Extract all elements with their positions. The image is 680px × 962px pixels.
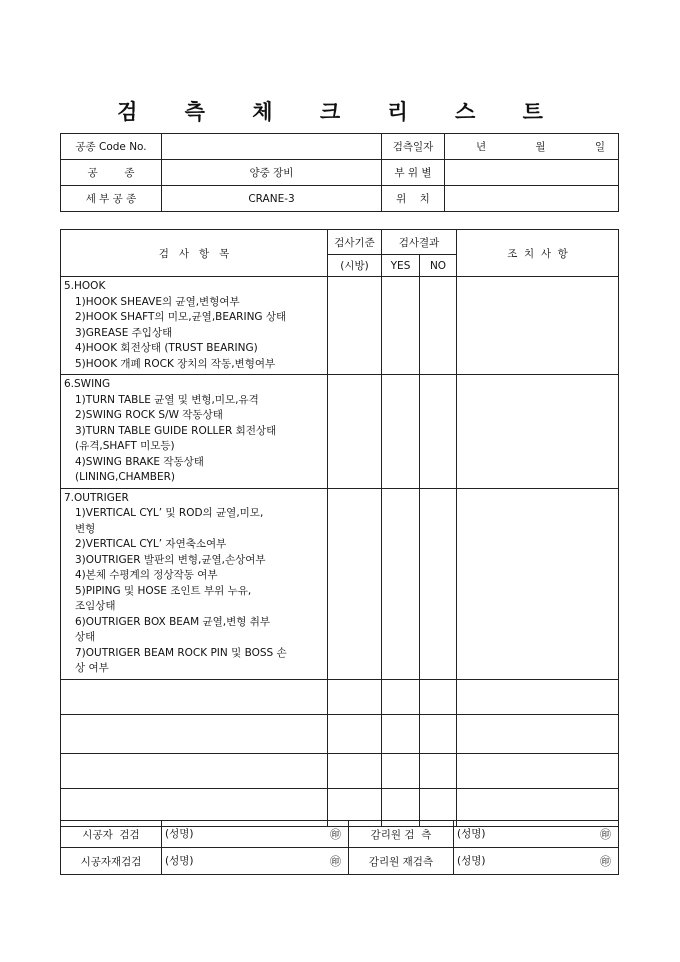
table-row: [61, 714, 619, 753]
list-item: 2)HOOK SHAFT의 미모,균열,BEARING 상태: [75, 311, 287, 323]
action-cell[interactable]: [457, 679, 619, 714]
list-item: 3)TURN TABLE GUIDE ROLLER 회전상태: [75, 424, 277, 437]
list-item: 4)HOOK 회전상태 (TRUST BEARING): [75, 342, 258, 354]
list-item: 상태: [75, 631, 96, 643]
no-cell[interactable]: [420, 277, 457, 375]
yes-cell[interactable]: [382, 714, 420, 753]
section-title: 7.OUTRIGER: [64, 491, 129, 504]
standard-cell[interactable]: [328, 375, 382, 489]
yes-cell[interactable]: [382, 753, 420, 788]
trade-field[interactable]: 양중 장비: [162, 160, 382, 186]
item-cell[interactable]: [61, 753, 328, 788]
subtrade-label: 세 부 공 종: [61, 186, 162, 212]
yes-cell[interactable]: [382, 277, 420, 375]
col-no-header: NO: [420, 255, 457, 277]
no-cell[interactable]: [420, 488, 457, 679]
section-title: 5.HOOK: [64, 280, 106, 292]
table-row: [61, 753, 619, 788]
code-field[interactable]: [162, 134, 382, 160]
location-label: 위 치: [382, 186, 445, 212]
col-standard-header: 검사기준: [328, 230, 382, 255]
standard-cell[interactable]: [328, 277, 382, 375]
list-item: 1)VERTICAL CYL’ 및 ROD의 균열,미모,: [75, 507, 264, 519]
supervisor-re-label: 감리원 재검측: [349, 848, 454, 875]
list-item: 3)GREASE 주입상태: [75, 326, 173, 339]
date-field[interactable]: [445, 134, 619, 160]
action-cell[interactable]: [457, 277, 619, 375]
seal-icon: ㊞: [600, 855, 611, 868]
col-item-header: 검 사 항 목: [61, 230, 328, 277]
list-item: 5)HOOK 개폐 ROCK 장치의 작동,변형여부: [75, 357, 276, 370]
date-day-label: 일: [594, 141, 605, 153]
list-item: 상 여부: [75, 662, 109, 674]
supervisor-signature-field[interactable]: [454, 821, 619, 848]
supervisor-re-signature-field[interactable]: [454, 848, 619, 875]
list-item: 7)OUTRIGER BEAM ROCK PIN 및 BOSS 손: [75, 646, 287, 659]
seal-icon: ㊞: [330, 828, 341, 841]
list-item: 2)VERTICAL CYL’ 자연축소여부: [75, 538, 227, 550]
contractor-re-signature-field[interactable]: [162, 848, 349, 875]
no-cell[interactable]: [420, 375, 457, 489]
action-cell[interactable]: [457, 714, 619, 753]
list-item: 조임상태: [75, 600, 116, 612]
contractor-label: 시공자 검검: [61, 821, 162, 848]
table-row: [61, 488, 619, 679]
col-standard-sub: (시방): [328, 255, 382, 277]
no-cell[interactable]: [420, 714, 457, 753]
action-cell[interactable]: [457, 488, 619, 679]
list-item: (LINING,CHAMBER): [75, 471, 176, 483]
date-year-label: 년: [476, 141, 487, 153]
col-action-header: 조 치 사 항: [457, 230, 619, 277]
name-placeholder: (성명): [165, 828, 194, 840]
table-row: [61, 277, 619, 375]
location-field[interactable]: [445, 186, 619, 212]
list-item: 6)OUTRIGER BOX BEAM 균열,변형 취부: [75, 615, 271, 628]
trade-label: 공 종: [61, 160, 162, 186]
section-hook: [61, 277, 328, 375]
code-label: 공종 Code No.: [61, 134, 162, 160]
name-placeholder: (성명): [457, 855, 486, 867]
no-cell[interactable]: [420, 679, 457, 714]
signature-table: [60, 820, 619, 875]
section-title: 6.SWING: [64, 378, 111, 390]
name-placeholder: (성명): [457, 828, 486, 840]
action-cell[interactable]: [457, 753, 619, 788]
action-cell[interactable]: [457, 375, 619, 489]
standard-cell[interactable]: [328, 679, 382, 714]
no-cell[interactable]: [420, 753, 457, 788]
subtrade-field[interactable]: CRANE-3: [162, 186, 382, 212]
part-field[interactable]: [445, 160, 619, 186]
part-label: 부 위 별: [382, 160, 445, 186]
standard-cell[interactable]: [328, 753, 382, 788]
contractor-re-label: 시공자재검검: [61, 848, 162, 875]
item-cell[interactable]: [61, 679, 328, 714]
col-result-header: 검사결과: [382, 230, 457, 255]
date-month-label: 월: [535, 141, 546, 153]
item-cell[interactable]: [61, 714, 328, 753]
inspection-table: [60, 229, 619, 827]
name-placeholder: (성명): [165, 855, 194, 867]
yes-cell[interactable]: [382, 488, 420, 679]
list-item: 4)본체 수평계의 정상작동 여부: [75, 569, 218, 581]
header-table: [60, 133, 619, 212]
supervisor-label: 감리원 검 측: [349, 821, 454, 848]
date-label: 검측일자: [382, 134, 445, 160]
list-item: 3)OUTRIGER 발판의 변형,균열,손상여부: [75, 553, 266, 566]
page-title: 검 측 체 크 리 스 트: [117, 99, 563, 124]
contractor-signature-field[interactable]: [162, 821, 349, 848]
list-item: 4)SWING BRAKE 작동상태: [75, 455, 204, 468]
list-item: 1)TURN TABLE 균열 및 변형,미모,유격: [75, 393, 259, 406]
yes-cell[interactable]: [382, 679, 420, 714]
list-item: 1)HOOK SHEAVE의 균열,변형여부: [75, 295, 240, 308]
col-yes-header: YES: [382, 255, 420, 277]
list-item: 2)SWING ROCK S/W 작동상태: [75, 409, 223, 421]
list-item: (유격,SHAFT 미모등): [75, 440, 175, 452]
seal-icon: ㊞: [330, 855, 341, 868]
standard-cell[interactable]: [328, 488, 382, 679]
table-row: [61, 679, 619, 714]
yes-cell[interactable]: [382, 375, 420, 489]
section-outriger: [61, 488, 328, 679]
list-item: 변형: [75, 522, 96, 535]
standard-cell[interactable]: [328, 714, 382, 753]
seal-icon: ㊞: [600, 828, 611, 841]
section-swing: [61, 375, 328, 489]
list-item: 5)PIPING 및 HOSE 조인트 부위 누유,: [75, 584, 252, 597]
table-row: [61, 375, 619, 489]
